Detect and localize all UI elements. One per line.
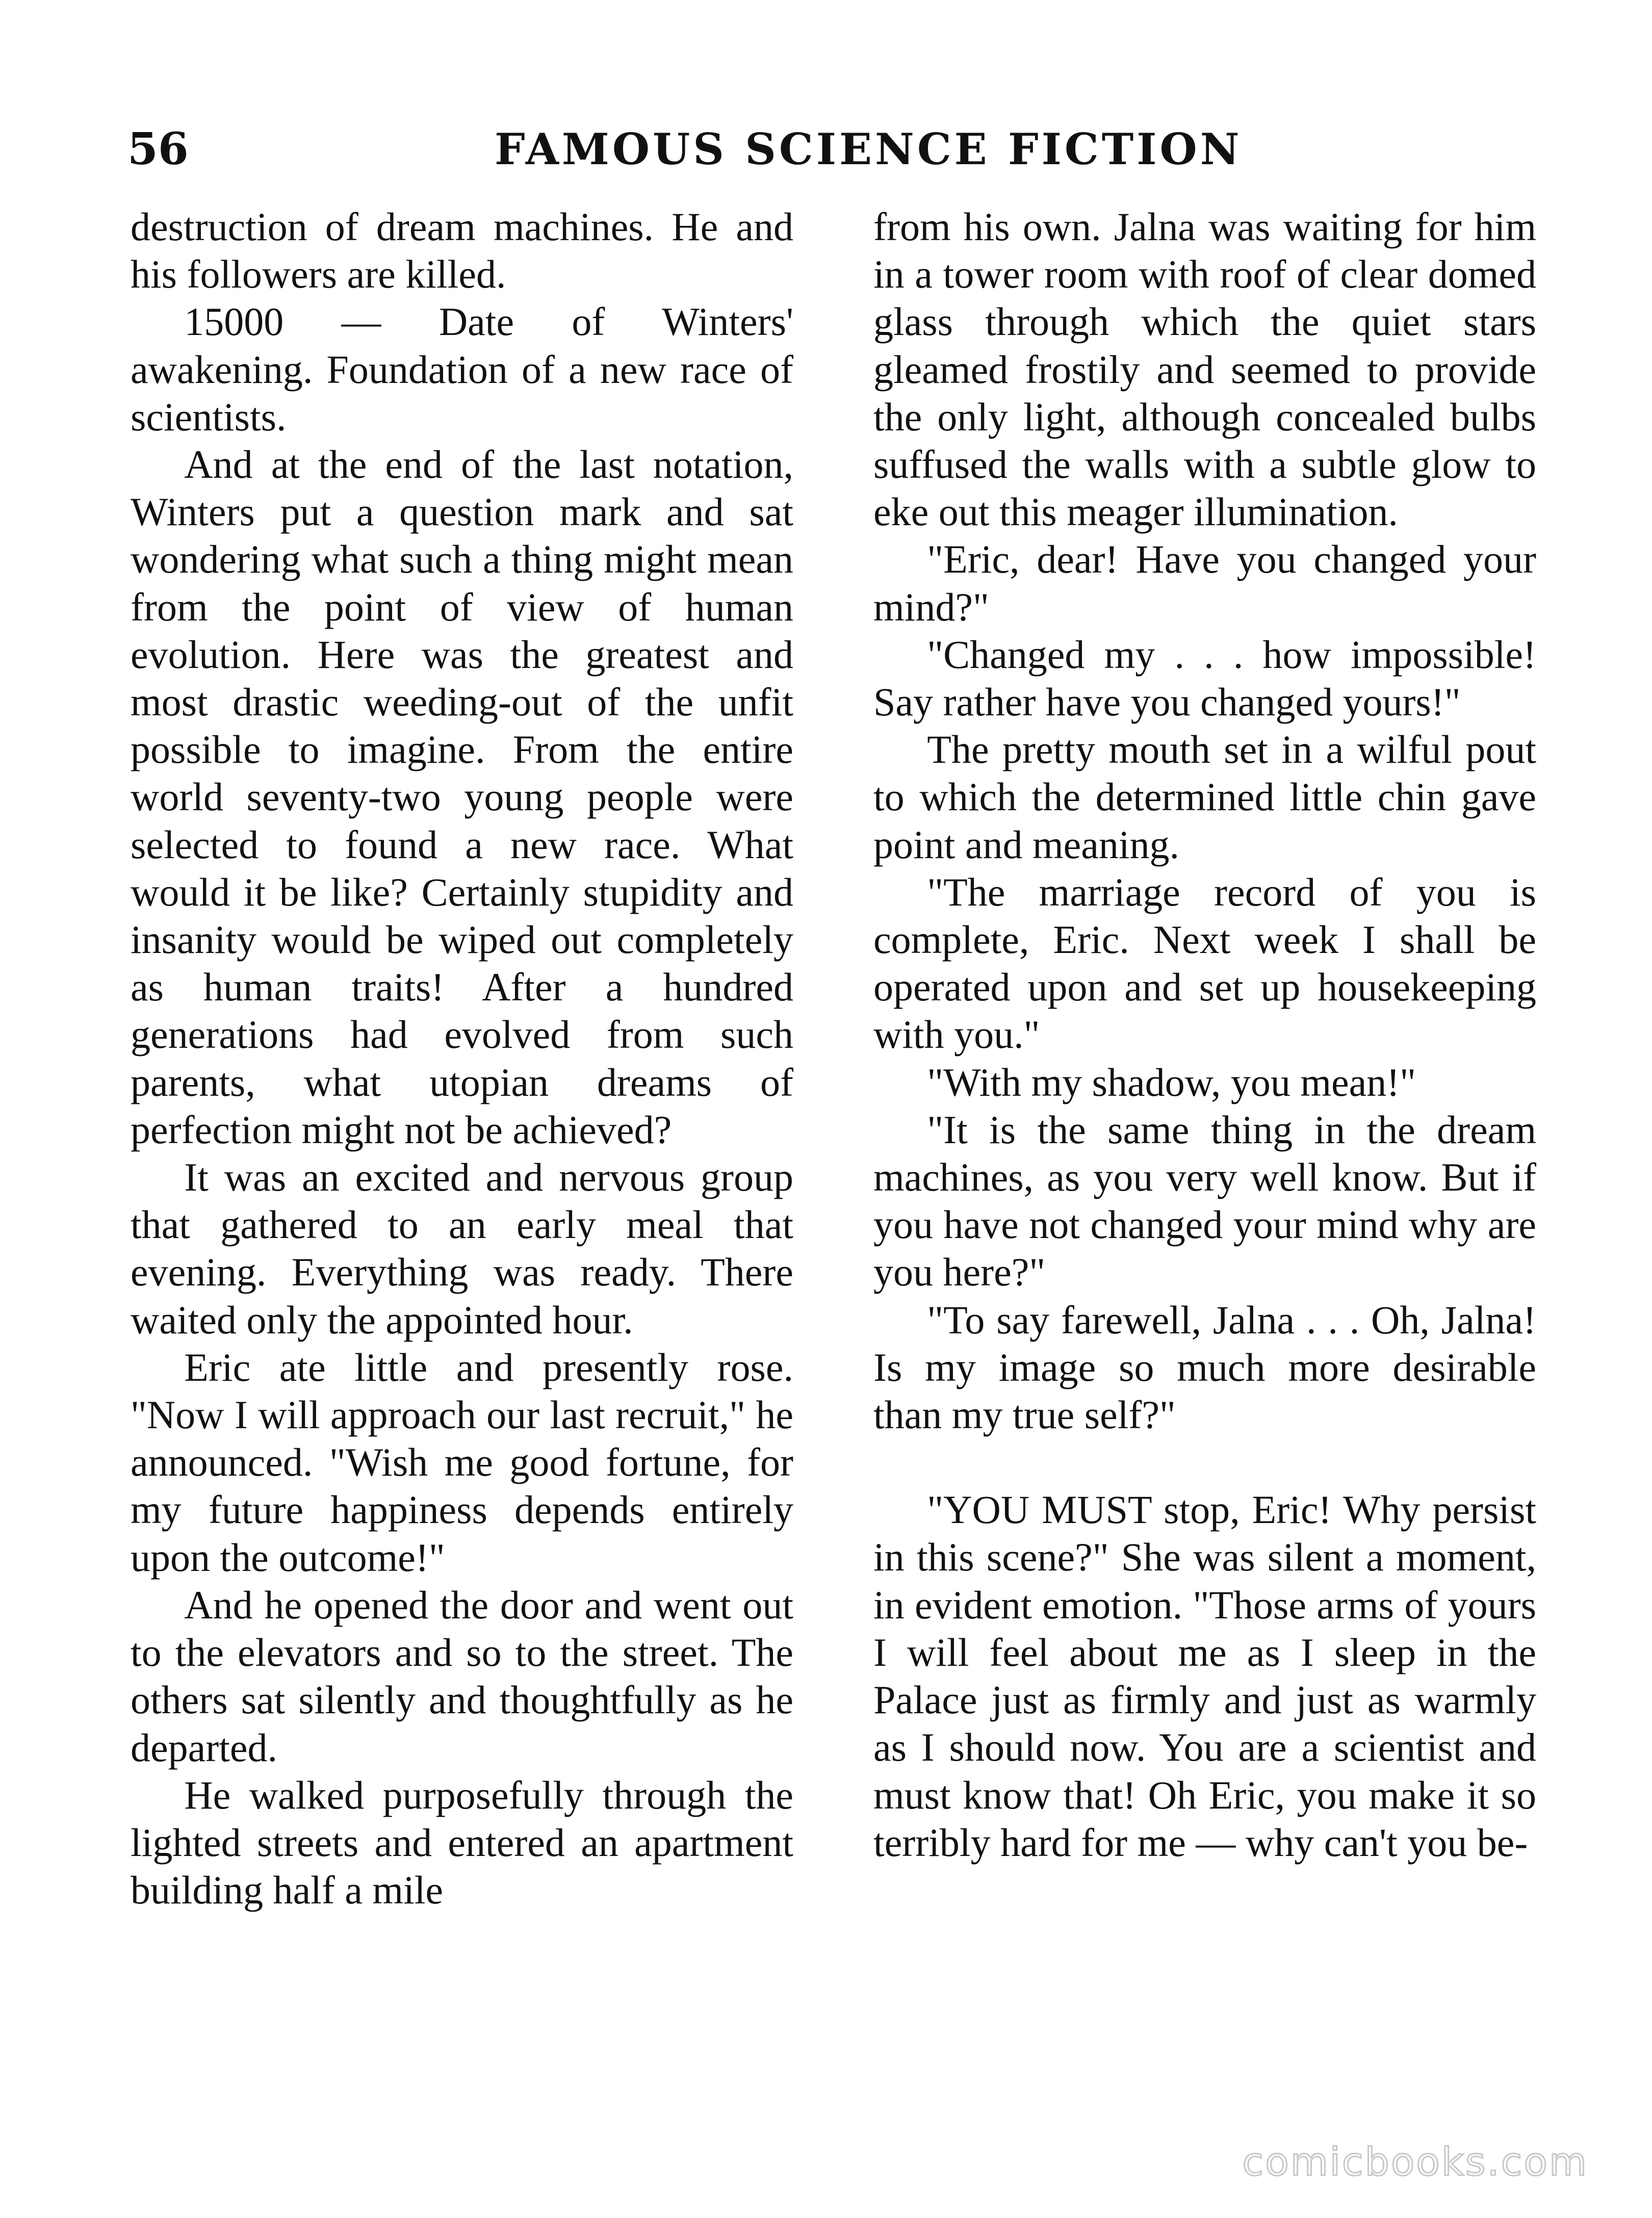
paragraph: It was an excited and nervous group that gathered to an early meal that evening. Everything was ready. There waited only the appointed hour. — [131, 1155, 793, 1342]
paragraph: The pretty mouth set in a wilful pout to which the determined little chin gave point and meaning. — [873, 727, 1536, 867]
paragraph: "Changed my . . . how impossible! Say rather have you changed yours!" — [873, 632, 1536, 725]
paragraph: from his own. Jalna was waiting for him in a tower room with roof of clear domed glass through which the quiet stars gleamed frostily and seemed to provide the only light, although concealed bulbs suffused the walls with a subtle glow to eke out this meager illumination. — [873, 204, 1536, 534]
paragraph: "YOU MUST stop, Eric! Why persist in this scene?" She was silent a moment, in evident emotion. "Those arms of yours I will feel about me as I sleep in the Palace just as firmly and just as warmly as I should now. You are a scientist and must know that! Oh Eric, you make it so terribly hard for me — why can't you be- — [873, 1487, 1536, 1865]
paragraph: And at the end of the last notation, Winters put a question mark and sat wondering what such a thing might mean from the point of view of human evolution. Here was the greatest and most drastic weeding-out of the unfit possible to imagine. From the entire world seventy-two young people were selected to found a new race. What would it be like? Certainly stupidity and insanity would be wiped out completely as human traits! After a hundred generations had evolved from such parents, what utopian dreams of perfection might not be achieved? — [131, 442, 793, 1152]
paragraph: Eric ate little and presently rose. "Now I will approach our last recruit," he announced. "Wish me good fortune, for my future happiness depends entirely upon the outcome!" — [131, 1345, 793, 1580]
paragraph: 15000 — Date of Winters' awakening. Foundation of a new race of scientists. — [131, 299, 793, 439]
left-column — [131, 203, 793, 1914]
page-header — [127, 121, 1243, 177]
page-number: 56 — [127, 123, 189, 175]
right-column — [873, 203, 1536, 1866]
paragraph: "With my shadow, you mean!" — [927, 1060, 1416, 1104]
paragraph: "The marriage record of you is complete, Eric. Next week I shall be operated upon and set up housekeeping with you." — [873, 869, 1536, 1057]
paragraph: destruction of dream machines. He and his followers are killed. — [131, 204, 793, 297]
paragraph: "To say farewell, Jalna . . . Oh, Jalna! Is my image so much more desirable than my true self?" — [873, 1297, 1536, 1437]
running-head: FAMOUS SCIENCE FICTION — [495, 124, 1243, 174]
watermark: comicbooks.com — [1242, 2139, 1588, 2184]
paragraph: "It is the same thing in the dream machines, as you very well know. But if you have not changed your mind why are you here?" — [873, 1107, 1536, 1295]
paragraph: "Eric, dear! Have you changed your mind?" — [873, 537, 1536, 629]
paragraph: And he opened the door and went out to the elevators and so to the street. The others sat silently and thoughtfully as he departed. — [131, 1582, 793, 1770]
paragraph: He walked purposefully through the lighted streets and entered an apartment building half a mile — [131, 1772, 793, 1913]
